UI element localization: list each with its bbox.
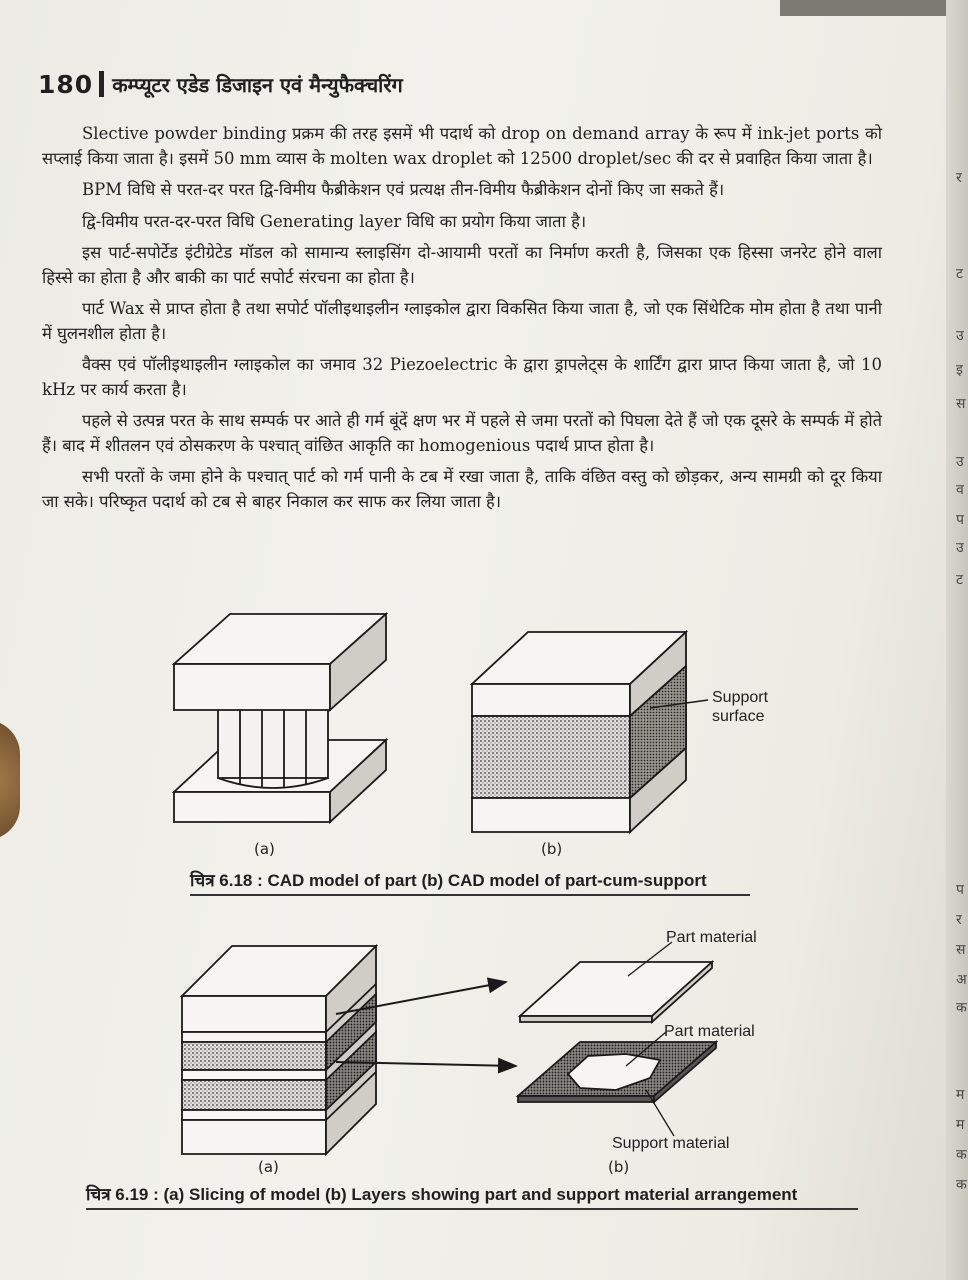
margin-glyph: क [956, 1147, 967, 1163]
margin-glyph: ट [956, 266, 964, 282]
margin-glyph: क [956, 1000, 967, 1016]
margin-glyph: स [956, 942, 966, 958]
top-slab-front [174, 664, 330, 710]
figure-6-19-caption: चित्र 6.19 : (a) Slicing of model (b) Layers showing part and support material arrangement [86, 1185, 798, 1204]
paragraph: इस पार्ट-सपोर्टेड इंटीग्रेटेड मॉडल को सामान्य स्लाइसिंग दो-आयामी परतों का निर्माण करती है, जिसका एक हिस्सा जनरेट होने वाला हिस्से का होता है और बाकी का पार्ट सपोर्ट संरचना का होता है। [42, 243, 882, 287]
support-material-label: Support material [612, 1135, 730, 1152]
cad-part-model [174, 614, 386, 822]
margin-glyph: उ [956, 328, 964, 344]
margin-glyph: प [956, 882, 964, 898]
support-middle-layer [472, 716, 630, 798]
sliced-model [182, 946, 376, 1154]
support-layer-slice [518, 1032, 716, 1136]
margin-glyph: ट [956, 572, 964, 588]
margin-glyph: अ [956, 972, 967, 988]
bottom-slab-front [174, 792, 330, 822]
figure-6-19-label-b: (b) [608, 1158, 630, 1176]
body-text [42, 122, 882, 521]
paragraph: Slective powder binding प्रक्रम की तरह इसमें भी पदार्थ को drop on demand array के रूप में ink-jet ports को सप्लाई किया जाता है। इसमें 50 mm व्यास के molten wax droplet को 12500 droplet/sec की दर से प्रवाहित किया जाता है। [42, 124, 882, 168]
caption-underline [190, 894, 750, 896]
figure-6-18 [160, 612, 720, 842]
margin-glyph: म [956, 1087, 965, 1103]
page-top-shadow [780, 0, 968, 16]
support-bottom-layer [472, 798, 630, 832]
margin-glyph: म [956, 1117, 965, 1133]
cad-part-support-model [472, 632, 708, 832]
margin-glyph: प [956, 512, 964, 528]
header-divider [99, 71, 104, 97]
figure-6-18-label-a: (a) [254, 840, 275, 858]
part-material-label-top: Part material [666, 929, 757, 946]
margin-glyph: उ [956, 454, 964, 470]
book-title: कम्प्यूटर एडेड डिजाइन एवं मैन्युफैक्चरिंग [112, 72, 403, 97]
margin-glyph: इ [956, 362, 963, 378]
margin-glyph: व [956, 482, 964, 498]
part-layer-slice [520, 942, 712, 1022]
coin-object [0, 720, 20, 840]
paragraph: पहले से उत्पन्न परत के साथ सम्पर्क पर आते ही गर्म बूंदें क्षण भर में पहले से जमा परतों को पिघला देते हैं जो एक दूसरे के सम्पर्क में होते हैं। बाद में शीतलन एवं ठोसकरण के पश्चात् वांछित आकृति का homogenious पदार्थ प्राप्त होता है। [42, 411, 882, 455]
page-header [38, 66, 403, 102]
paragraph: BPM विधि से परत-दर परत द्वि-विमीय फैब्रीकेशन एवं प्रत्यक्ष तीन-विमीय फैब्रीकेशन दोनों किए जा सकते हैं। [82, 180, 725, 199]
support-surface-label: Support surface [712, 689, 769, 725]
figure-6-18-label-b: (b) [541, 840, 563, 858]
margin-glyph: क [956, 1177, 967, 1193]
paragraph: द्वि-विमीय परत-दर-परत विधि Generating layer विधि का प्रयोग किया जाता है। [82, 211, 587, 231]
part-material-label-bottom: Part material [664, 1023, 755, 1040]
page-number: 180 [38, 69, 94, 99]
paragraph: वैक्स एवं पॉलीइथाइलीन ग्लाइकोल का जमाव 32 Piezoelectric के द्वारा ड्रापलेट्स के शार्टिंग द्वारा प्राप्त किया जाता है, जो 10 kHz पर कार्य करता है। [42, 355, 882, 399]
figure-6-19 [176, 924, 736, 1160]
margin-glyph: स [956, 396, 966, 412]
figure-6-18-caption: चित्र 6.18 : CAD model of part (b) CAD model of part-cum-support [190, 871, 707, 890]
paragraph: सभी परतों के जमा होने के पश्चात् पार्ट को गर्म पानी के टब में रखा जाता है, ताकि वंछित वस्तु को छोड़कर, अन्य सामग्री को दूर किया जा सके। परिष्कृत पदार्थ को टब से बाहर निकाल कर साफ कर लिया जाता है। [42, 467, 882, 511]
figure-6-19-label-a: (a) [258, 1158, 279, 1176]
margin-glyph: र [956, 170, 962, 186]
margin-glyph: उ [956, 540, 964, 556]
support-top-layer [472, 684, 630, 716]
caption-underline [86, 1208, 858, 1210]
paragraph: पार्ट Wax से प्राप्त होता है तथा सपोर्ट पॉलीइथाइलीन ग्लाइकोल द्वारा विकसित किया जाता है, जो एक सिंथेटिक मोम होता है तथा पानी में घुलनशील होता है। [42, 299, 882, 343]
margin-glyph: र [956, 912, 962, 928]
